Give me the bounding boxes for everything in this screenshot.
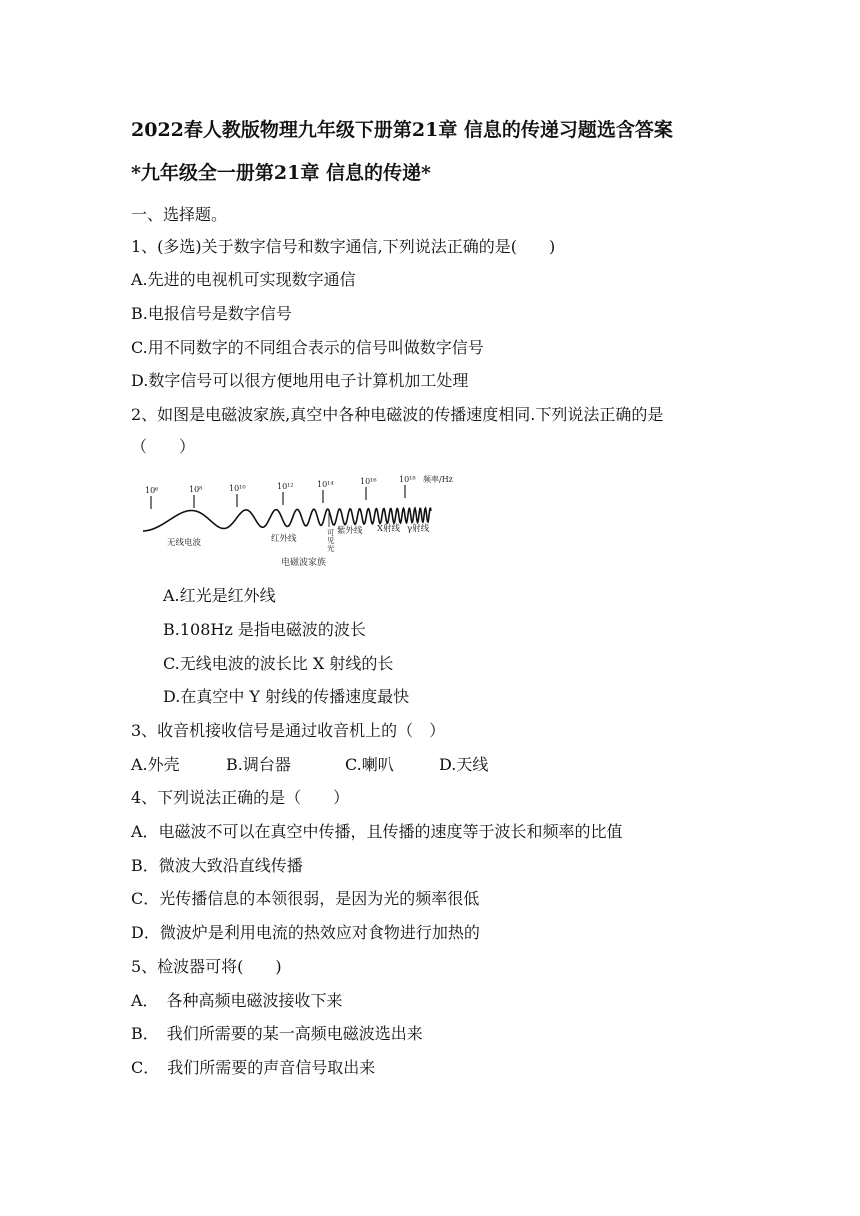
tick-label: 10¹² <box>277 482 294 491</box>
question-4-option-c: C．光传播信息的本领很弱，是因为光的频率很低 <box>131 889 480 908</box>
tick-label: 10⁶ <box>145 486 159 495</box>
figure-caption: 电磁波家族 <box>281 558 327 568</box>
band-label-xray: X射线 <box>377 524 401 534</box>
band-label-visible <box>327 528 335 553</box>
document-subtitle: *九年级全一册第21章 信息的传递* <box>131 162 431 184</box>
visible-label-char: 见 <box>327 536 335 545</box>
question-3-options <box>131 754 488 776</box>
tick-label: 10¹⁰ <box>229 484 246 493</box>
band-label-gamma: γ射线 <box>407 524 430 534</box>
question-2-option-d: D.在真空中 Y 射线的传播速度最快 <box>163 687 410 706</box>
question-2-option-c: C.无线电波的波长比 X 射线的长 <box>163 654 394 673</box>
visible-label-char: 光 <box>327 544 335 553</box>
band-label-infrared: 红外线 <box>271 534 297 544</box>
question-1-option-b: B.电报信号是数字信号 <box>131 304 292 323</box>
question-4-option-a: A．电磁波不可以在真空中传播，且传播的速度等于波长和频率的比值 <box>131 822 623 841</box>
visible-label-char: 可 <box>327 528 335 537</box>
tick-label: 10⁸ <box>189 485 203 494</box>
question-2-stem-cont: （ ） <box>131 437 196 456</box>
question-3-stem: 3、收音机接收信号是通过收音机上的（ ） <box>131 721 446 740</box>
question-3-option-c: C.喇叭 <box>345 755 394 774</box>
em-spectrum-diagram <box>131 465 471 577</box>
question-5-option-c: C． 我们所需要的声音信号取出来 <box>131 1058 376 1077</box>
question-5-stem: 5、检波器可将( ) <box>131 957 282 976</box>
question-5-option-b: B． 我们所需要的某一高频电磁波选出来 <box>131 1024 423 1043</box>
em-spectrum-figure <box>131 465 471 577</box>
question-4-option-d: D．微波炉是利用电流的热效应对食物进行加热的 <box>131 923 480 942</box>
band-label-uv: 紫外线 <box>337 526 363 536</box>
section-heading: 一、选择题。 <box>131 205 228 224</box>
question-1-option-a: A.先进的电视机可实现数字通信 <box>131 270 356 289</box>
question-4-stem: 4、下列说法正确的是（ ） <box>131 788 350 807</box>
question-4-option-b: B．微波大致沿直线传播 <box>131 856 303 875</box>
question-1-option-c: C.用不同数字的不同组合表示的信号叫做数字信号 <box>131 338 484 357</box>
question-5-option-a: A． 各种高频电磁波接收下来 <box>131 991 343 1010</box>
question-1-option-d: D.数字信号可以很方便地用电子计算机加工处理 <box>131 371 469 390</box>
question-3-option-a: A.外壳 <box>131 755 180 774</box>
question-2-option-a: A.红光是红外线 <box>163 586 276 605</box>
tick-label: 10¹⁶ <box>360 477 377 486</box>
question-3-option-b: B.调台器 <box>226 755 291 774</box>
tick-label: 10¹⁴ <box>317 480 334 489</box>
question-1-stem: 1、(多选)关于数字信号和数字通信,下列说法正确的是( ) <box>131 237 556 256</box>
tick-label: 10¹⁸ <box>399 475 416 484</box>
question-2-option-b: B.108Hz 是指电磁波的波长 <box>163 620 366 639</box>
question-2-stem: 2、如图是电磁波家族,真空中各种电磁波的传播速度相同.下列说法正确的是 <box>131 405 664 424</box>
document-title: 2022春人教版物理九年级下册第21章 信息的传递习题选含答案 <box>131 119 673 141</box>
band-label-radio: 无线电波 <box>167 538 202 548</box>
question-3-option-d: D.天线 <box>439 755 489 774</box>
unit-label: 频率/Hz <box>423 475 453 484</box>
